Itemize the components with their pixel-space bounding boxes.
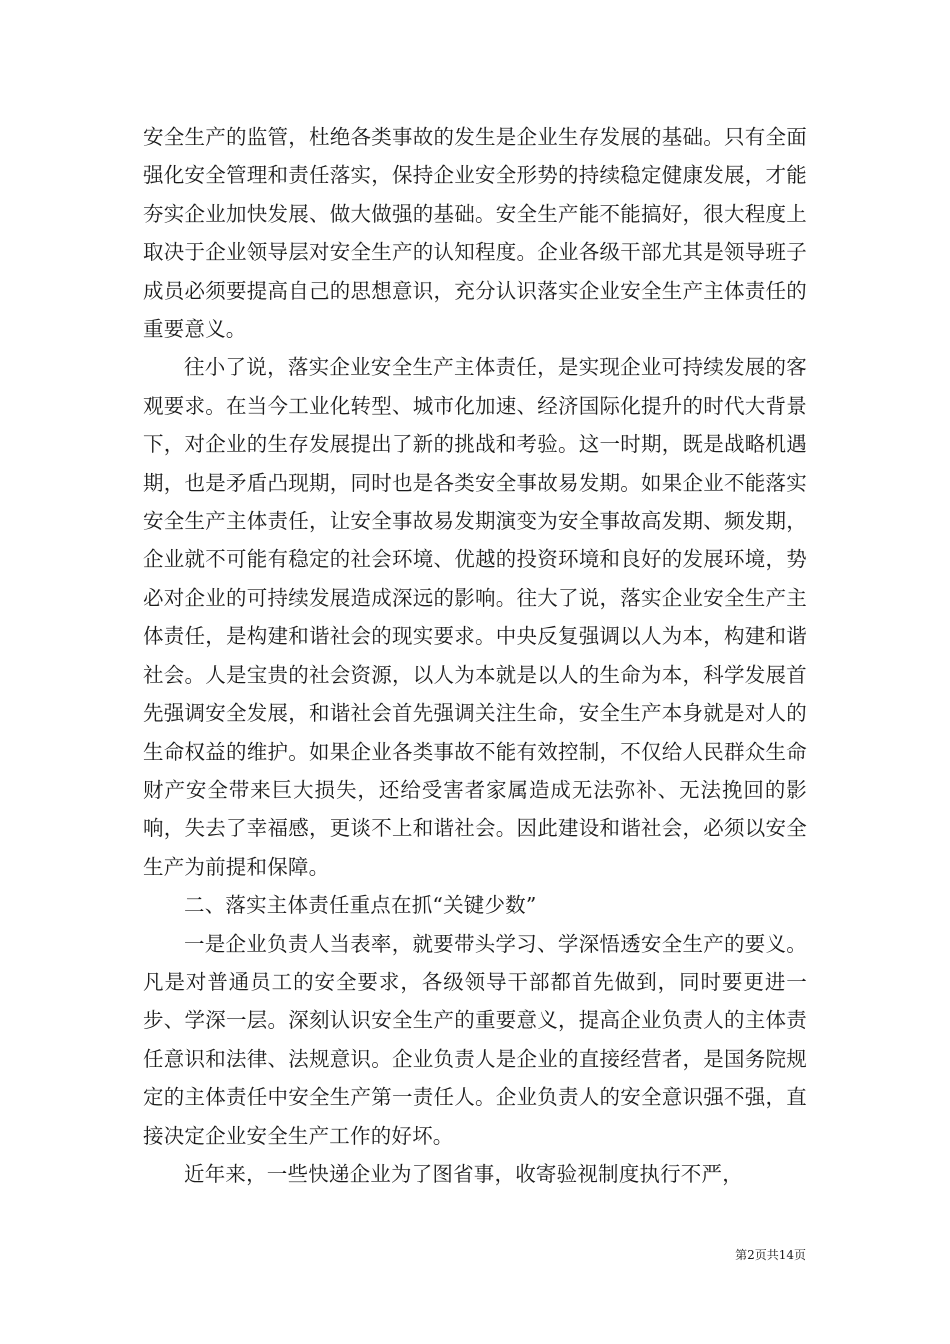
paragraph-2: 往小了说，落实企业安全生产主体责任，是实现企业可持续发展的客观要求。在当今工业化转型、城市化加速、经济国际化提升的时代大背景下，对企业的生存发展提出了新的挑战和考验。这一时期，既是战略机遇期，也是矛盾凸现期，同时也是各类安全事故易发期。如果企业不能落实安全生产主体责任，让安全事故易发期演变为安全事故高发期、频发期，企业就不可能有稳定的社会环境、优越的投资环境和良好的发展环境，势必对企业的可持续发展造成深远的影响。往大了说，落实企业安全生产主体责任，是构建和谐社会的现实要求。中央反复强调以人为本，构建和谐社会。人是宝贵的社会资源，以人为本就是以人的生命为本，科学发展首先强调安全发展，和谐社会首先强调关注生命，安全生产本身就是对人的生命权益的维护。如果企业各类事故不能有效控制，不仅给人民群众生命财产安全带来巨大损失，还给受害者家属造成无法弥补、无法挽回的影响，失去了幸福感，更谈不上和谐社会。因此建设和谐社会，必须以安全生产为前提和保障。 <box>143 355 807 879</box>
paragraph-3: 一是企业负责人当表率，就要带头学习、学深悟透安全生产的要义。凡是对普通员工的安全要求，各级领导干部都首先做到，同时要更进一步、学深一层。深刻认识安全生产的重要意义，提高企业负责人的主体责任意识和法律、法规意识。企业负责人是企业的直接经营者，是国务院规定的主体责任中安全生产第一责任人。企业负责人的安全意识强不强，直接决定企业安全生产工作的好坏。 <box>143 931 807 1148</box>
paragraph-4: 近年来，一些快递企业为了图省事，收寄验视制度执行不严， <box>184 1161 743 1186</box>
paragraph-1: 安全生产的监管，杜绝各类事故的发生是企业生存发展的基础。只有全面强化安全管理和责任落实，保持企业安全形势的持续稳定健康发展，才能夯实企业加快发展、做大做强的基础。安全生产能不能搞好，很大程度上取决于企业领导层对安全生产的认知程度。企业各级干部尤其是领导班子成员必须要提高自己的思想意识，充分认识落实企业安全生产主体责任的重要意义。 <box>143 125 807 342</box>
section-heading: 二、落实主体责任重点在抓“关键少数” <box>184 893 537 918</box>
document-body <box>143 118 807 1193</box>
page-number-footer: 第2页共14页 <box>735 1248 806 1262</box>
